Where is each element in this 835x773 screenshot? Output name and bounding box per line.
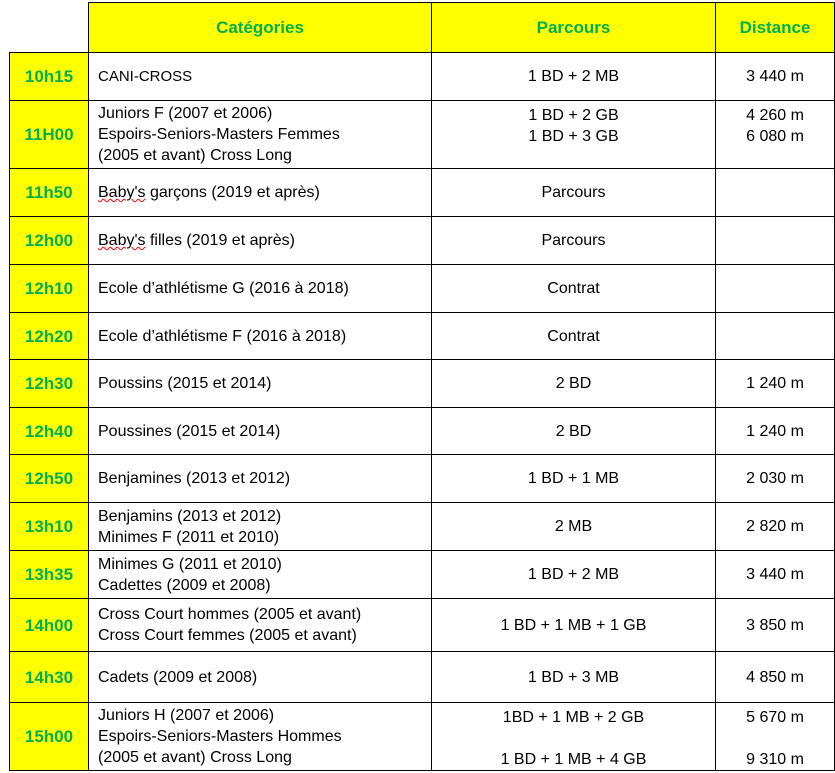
category-line: Juniors F (2007 et 2006): [98, 105, 273, 122]
distance-cell: [716, 703, 835, 771]
table-row: [10, 455, 835, 503]
header-row: [10, 3, 835, 53]
parcours-cell: [432, 265, 716, 313]
parcours-cell: [432, 313, 716, 360]
category-cell: [89, 101, 432, 169]
category-cell: [89, 360, 432, 408]
distance-cell: [716, 503, 835, 551]
parcours-cell: [432, 599, 716, 652]
parcours-cell: [432, 551, 716, 599]
parcours-cell: [432, 455, 716, 503]
parcours-line: Parcours: [541, 184, 606, 201]
distance-line: 5 670 m: [746, 709, 804, 726]
distance-cell: [716, 408, 835, 455]
spellcheck-word: Baby's: [98, 184, 146, 201]
distance-cell: [716, 101, 835, 169]
distance-cell: [716, 599, 835, 652]
category-cell: [89, 599, 432, 652]
time-cell: 14h30: [10, 652, 89, 703]
distance-cell: [716, 217, 835, 265]
category-cell: [89, 503, 432, 551]
category-line: Ecole d’athlétisme F (2016 à 2018): [98, 327, 347, 345]
category-line: Minimes F (2011 et 2010): [98, 528, 280, 546]
table-row: [10, 265, 835, 313]
distance-cell: [716, 169, 835, 217]
category-line: Espoirs-Seniors-Masters Femmes: [98, 126, 340, 143]
table-row: [10, 53, 835, 101]
distance-line: 9 310 m: [746, 751, 804, 768]
distance-cell: [716, 652, 835, 703]
parcours-line: 1 BD + 3 GB: [528, 128, 619, 145]
header-categories: Catégories: [89, 3, 432, 53]
category-line: Ecole d’athlétisme G (2016 à 2018): [98, 280, 349, 297]
distance-line: 3 850 m: [746, 616, 804, 634]
table-row: [10, 169, 835, 217]
category-line: CANI-CROSS: [98, 68, 193, 85]
parcours-cell: [432, 169, 716, 217]
parcours-line: Contrat: [547, 280, 600, 297]
distance-line: 1 240 m: [746, 375, 804, 392]
parcours-cell: [432, 703, 716, 771]
category-line: Juniors H (2007 et 2006): [98, 707, 275, 724]
table-row: [10, 313, 835, 360]
time-cell: 10h15: [10, 53, 89, 101]
category-line: Minimes G (2011 et 2010): [98, 555, 282, 573]
category-cell: [89, 551, 432, 599]
table-row: [10, 101, 835, 169]
distance-line: 2 030 m: [746, 470, 804, 487]
distance-line: 4 850 m: [746, 668, 804, 686]
header-parcours: Parcours: [432, 3, 716, 53]
parcours-line: 1 BD + 3 MB: [527, 668, 620, 686]
schedule-table: [9, 2, 835, 771]
category-cell: [89, 169, 432, 217]
category-line: Cross Court hommes (2005 et avant): [98, 606, 362, 623]
category-line: Poussines (2015 et 2014): [98, 422, 281, 440]
parcours-line: Parcours: [541, 232, 606, 249]
category-line: Poussins (2015 et 2014): [98, 375, 272, 392]
parcours-cell: [432, 217, 716, 265]
category-cell: [89, 652, 432, 703]
spacer: [432, 728, 715, 749]
time-cell: 12h00: [10, 217, 89, 265]
table-row: [10, 551, 835, 599]
parcours-cell: [432, 408, 716, 455]
category-cell: [89, 408, 432, 455]
distance-line: 6 080 m: [746, 128, 804, 145]
parcours-line: 1 BD + 1 MB + 4 GB: [500, 751, 647, 768]
parcours-line: 1 BD + 2 GB: [528, 107, 619, 124]
category-line: Cadettes (2009 et 2008): [98, 576, 271, 594]
distance-cell: [716, 313, 835, 360]
parcours-line: 1 BD + 1 MB + 1 GB: [500, 616, 647, 634]
distance-line: 3 440 m: [746, 566, 804, 583]
table-row: [10, 360, 835, 408]
category-cell: [89, 455, 432, 503]
parcours-line: 1 BD + 2 MB: [527, 566, 620, 583]
category-cell: [89, 217, 432, 265]
parcours-line: 1 BD + 1 MB: [527, 470, 620, 487]
category-line: [98, 182, 431, 203]
time-cell: 15h00: [10, 703, 89, 771]
time-cell: 14h00: [10, 599, 89, 652]
parcours-cell: [432, 652, 716, 703]
distance-cell: [716, 360, 835, 408]
category-line: Cross Court femmes (2005 et avant): [98, 627, 357, 644]
distance-cell: [716, 551, 835, 599]
table-row: [10, 408, 835, 455]
parcours-line: 2 MB: [554, 518, 593, 535]
category-text: filles (2019 et après): [145, 232, 295, 249]
category-line: [98, 230, 431, 251]
empty-corner-cell: [10, 3, 89, 53]
category-cell: [89, 313, 432, 360]
distance-line: 1 240 m: [746, 422, 804, 440]
time-cell: 12h10: [10, 265, 89, 313]
parcours-line: 1BD + 1 MB + 2 GB: [502, 709, 645, 726]
category-line: Espoirs-Seniors-Masters Hommes: [98, 728, 342, 745]
category-cell: [89, 265, 432, 313]
parcours-cell: [432, 503, 716, 551]
parcours-cell: [432, 53, 716, 101]
parcours-line: Contrat: [547, 327, 600, 345]
time-cell: 13h35: [10, 551, 89, 599]
parcours-line: 2 BD: [555, 375, 592, 392]
category-line: (2005 et avant) Cross Long: [98, 749, 292, 766]
category-line: Benjamines (2013 et 2012): [98, 470, 291, 487]
parcours-cell: [432, 101, 716, 169]
time-cell: 11h50: [10, 169, 89, 217]
table-row: [10, 217, 835, 265]
category-line: (2005 et avant) Cross Long: [98, 147, 292, 164]
parcours-line: 1 BD + 2 MB: [527, 68, 620, 85]
parcours-line: 2 BD: [555, 422, 592, 440]
distance-cell: [716, 455, 835, 503]
time-cell: 12h50: [10, 455, 89, 503]
time-cell: 12h40: [10, 408, 89, 455]
spellcheck-word: Baby's: [98, 232, 146, 249]
distance-line: 4 260 m: [746, 107, 804, 124]
time-cell: 12h30: [10, 360, 89, 408]
category-cell: [89, 703, 432, 771]
distance-line: 2 820 m: [746, 518, 804, 535]
time-cell: 11H00: [10, 101, 89, 169]
table-row: [10, 652, 835, 703]
spacer: [716, 728, 834, 749]
header-distance: Distance: [716, 3, 835, 53]
time-cell: 13h10: [10, 503, 89, 551]
time-cell: 12h20: [10, 313, 89, 360]
distance-cell: [716, 53, 835, 101]
category-text: garçons (2019 et après): [145, 184, 320, 201]
category-line: Cadets (2009 et 2008): [98, 668, 258, 686]
parcours-cell: [432, 360, 716, 408]
distance-line: 3 440 m: [746, 68, 804, 85]
category-line: Benjamins (2013 et 2012): [98, 507, 282, 525]
distance-cell: [716, 265, 835, 313]
table-row: [10, 703, 835, 771]
table-row: [10, 599, 835, 652]
category-cell: [89, 53, 432, 101]
table-row: [10, 503, 835, 551]
